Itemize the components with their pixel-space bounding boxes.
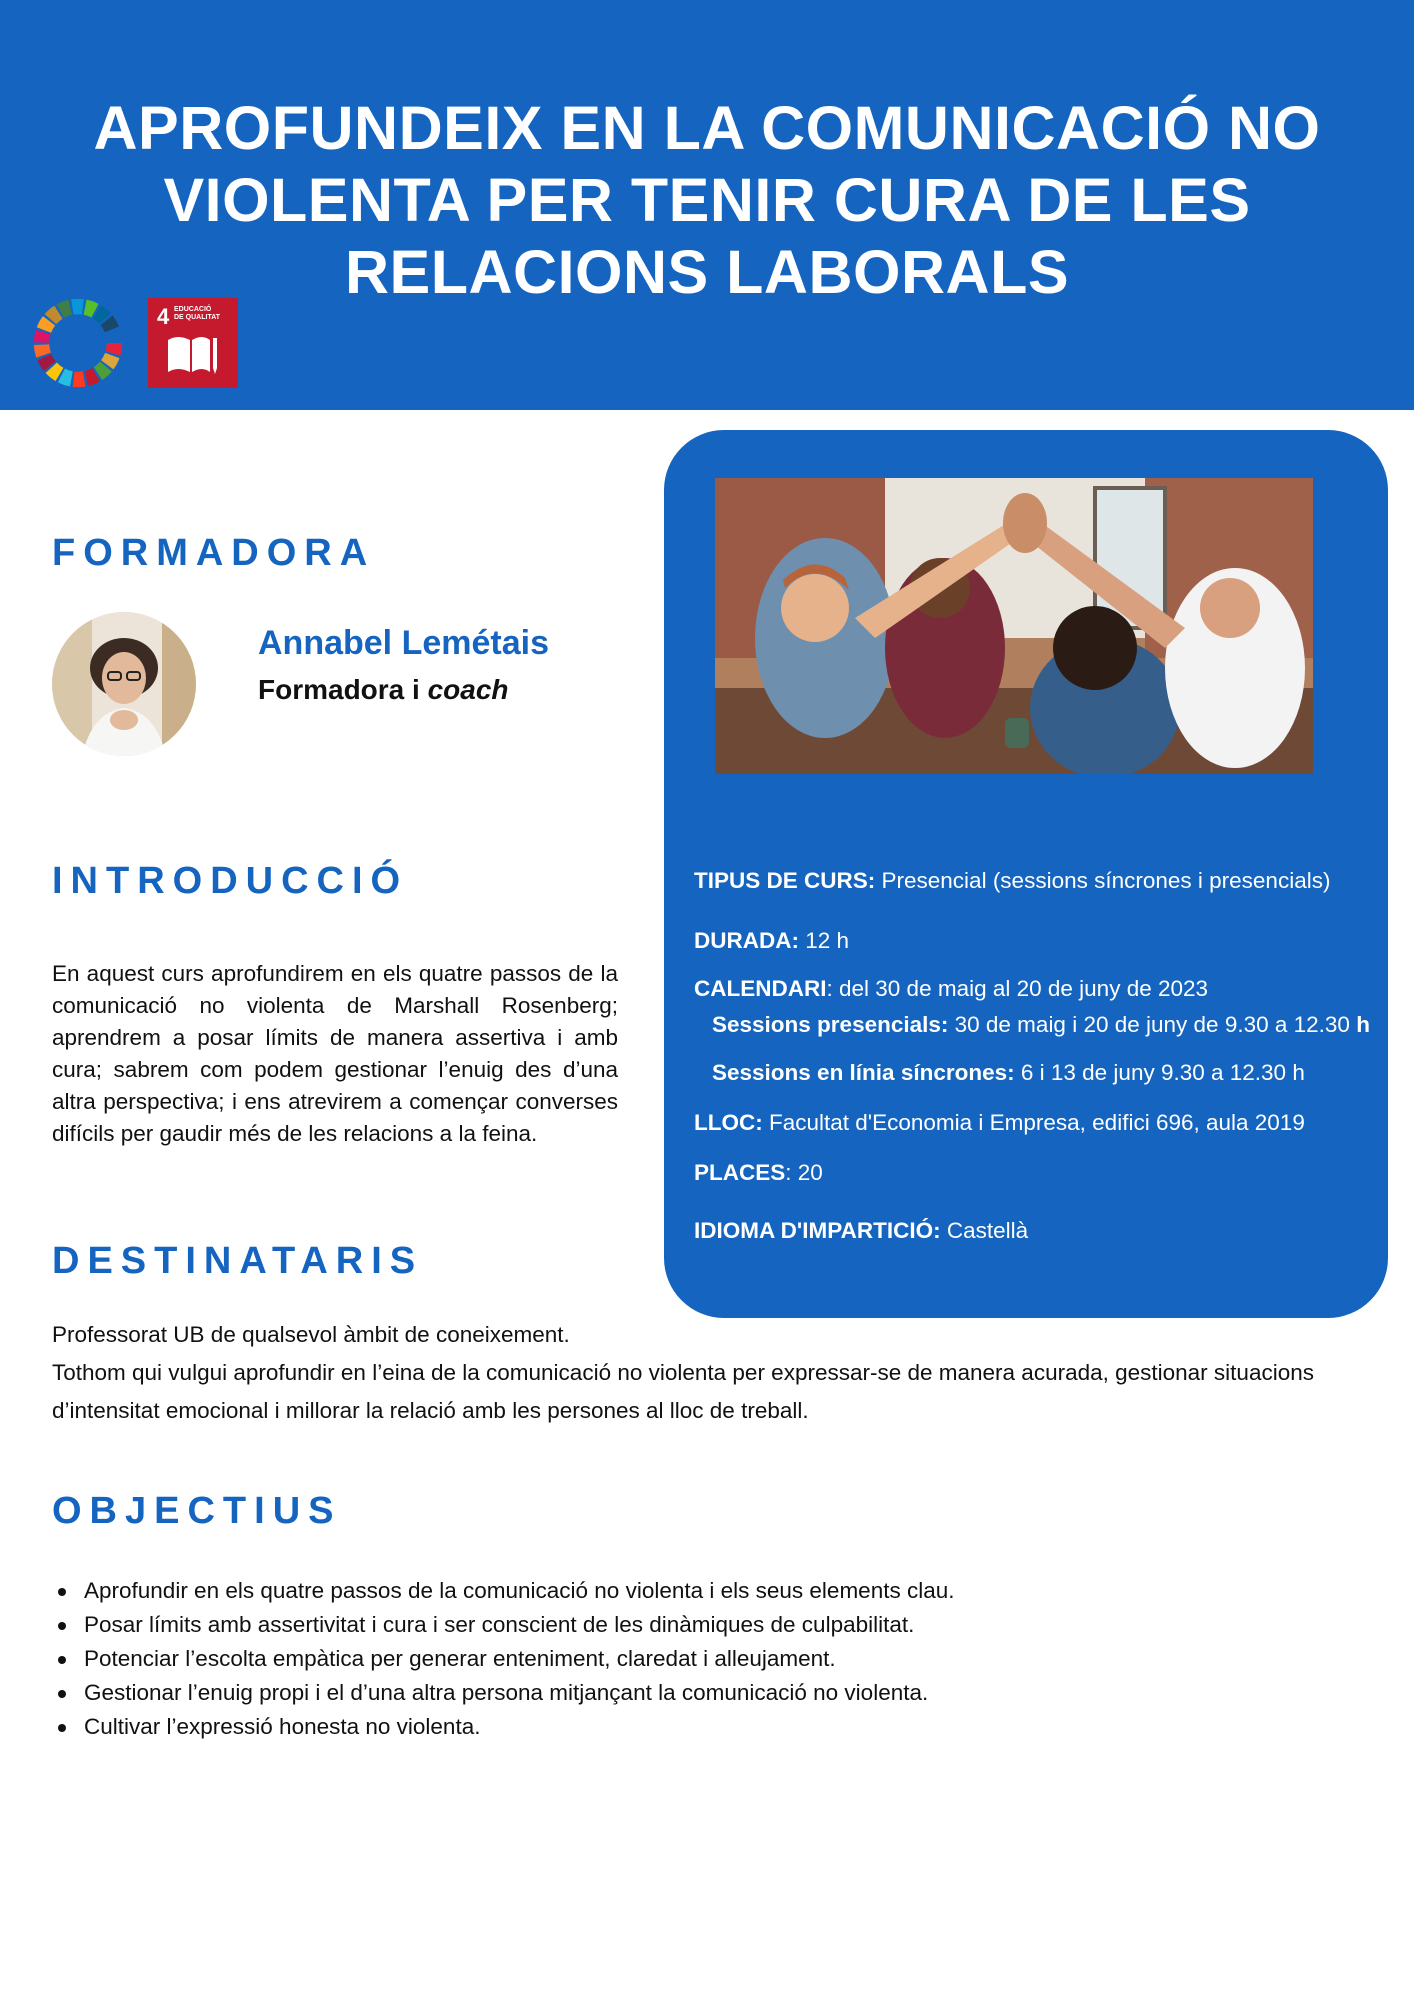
info-in-person-sessions	[712, 1012, 1370, 1038]
objective-text: Potenciar l’escolta empàtica per generar enteniment, claredat i alleujament.	[84, 1646, 836, 1671]
list-item	[52, 1710, 1352, 1744]
info-duration-value: 12 h	[799, 928, 850, 953]
sdg-label	[174, 306, 234, 322]
info-calendar-label: CALENDARI	[694, 976, 827, 1001]
objective-text: Cultivar l’expressió honesta no violenta.	[84, 1714, 481, 1739]
trainer-role-italic: coach	[427, 674, 509, 705]
sdg-label-line-1: EDUCACIÓ	[174, 306, 212, 313]
trainer-role	[258, 674, 509, 706]
list-item	[52, 1574, 1352, 1608]
list-item	[52, 1642, 1352, 1676]
audience-heading: DESTINATARIS	[52, 1240, 424, 1282]
bullet-icon	[58, 1690, 66, 1698]
trainer-avatar	[52, 612, 196, 756]
book-icon	[166, 332, 220, 376]
info-language-label: IDIOMA D'IMPARTICIÓ:	[694, 1218, 941, 1243]
title-line-3: RELACIONS LABORALS	[344, 238, 1070, 306]
info-in-person-value: 30 de maig i 20 de juny de 9.30 a 12.30	[948, 1012, 1357, 1037]
info-in-person-suffix: h	[1356, 1012, 1370, 1037]
objective-text: Posar límits amb assertivitat i cura i ser conscient de les dinàmiques de culpabilitat.	[84, 1612, 915, 1637]
info-calendar-value: : del 30 de maig al 20 de juny de 2023	[826, 976, 1209, 1001]
title-line-2: VIOLENTA PER TENIR CURA DE LES	[163, 166, 1251, 234]
info-place	[694, 1110, 1305, 1136]
info-online-label: Sessions en línia síncrones:	[712, 1060, 1015, 1085]
info-place-value: Facultat d'Economia i Empresa, edifici 696, aula 2019	[762, 1110, 1305, 1135]
sdg4-quality-education-badge	[148, 298, 238, 388]
info-language	[694, 1218, 1028, 1244]
info-language-value: Castellà	[940, 1218, 1029, 1243]
header-banner	[0, 0, 1414, 410]
trainer-heading: FORMADORA	[52, 532, 376, 574]
list-item	[52, 1676, 1352, 1710]
objectives-heading: OBJECTIUS	[52, 1490, 342, 1532]
info-course-type	[694, 868, 1330, 894]
info-online-sessions	[712, 1060, 1305, 1086]
info-in-person-label: Sessions presencials:	[712, 1012, 949, 1037]
intro-heading: INTRODUCCIÓ	[52, 860, 409, 902]
audience-text	[52, 1316, 1372, 1430]
bullet-icon	[58, 1588, 66, 1596]
intro-text: En aquest curs aprofundirem en els quatre passos de la comunicació no violenta de Marshall Rosenberg; aprendrem a posar límits de manera assertiva i amb cura; sabrem com podem gestionar l’enuig des d’una altra perspectiva; i ens atrevirem a començar converses difícils per gaudir més de les relacions a la feina.	[52, 961, 618, 1146]
info-calendar	[694, 976, 1208, 1002]
bullet-icon	[58, 1622, 66, 1630]
team-high-five-photo	[715, 478, 1313, 774]
objectives-list	[52, 1574, 1352, 1744]
page-title	[60, 92, 1354, 308]
sdg-wheel-icon	[30, 295, 126, 391]
objective-text: Gestionar l’enuig propi i el d’una altra persona mitjançant la comunicació no violenta.	[84, 1680, 929, 1705]
audience-line-1: Professorat UB de qualsevol àmbit de coneixement.	[52, 1322, 570, 1347]
title-line-1: APROFUNDEIX EN LA COMUNICACIÓ NO	[93, 94, 1321, 162]
list-item	[52, 1608, 1352, 1642]
trainer-name: Annabel Lemétais	[258, 624, 549, 662]
info-place-label: LLOC:	[694, 1110, 763, 1135]
sdg-number: 4	[157, 304, 170, 329]
info-duration-label: DURADA:	[694, 928, 799, 953]
trainer-role-prefix: Formadora i	[258, 674, 428, 705]
info-duration	[694, 928, 849, 954]
bullet-icon	[58, 1656, 66, 1664]
info-course-type-label: TIPUS DE CURS:	[694, 868, 876, 893]
info-seats-value: : 20	[785, 1160, 823, 1185]
info-seats	[694, 1160, 823, 1186]
audience-line-2: Tothom qui vulgui aprofundir en l’eina de la comunicació no violenta per expressar-se de manera acurada, gestionar situacions d’intensitat emocional i millorar la relació amb les persones al lloc de treball.	[52, 1360, 1314, 1423]
info-seats-label: PLACES	[694, 1160, 786, 1185]
info-course-type-value: Presencial (sessions síncrones i presencials)	[875, 868, 1331, 893]
sdg-label-line-2: DE QUALITAT	[174, 314, 221, 321]
objective-text: Aprofundir en els quatre passos de la comunicació no violenta i els seus elements clau.	[84, 1578, 955, 1603]
info-online-value: 6 i 13 de juny 9.30 a 12.30 h	[1014, 1060, 1305, 1085]
bullet-icon	[58, 1724, 66, 1732]
